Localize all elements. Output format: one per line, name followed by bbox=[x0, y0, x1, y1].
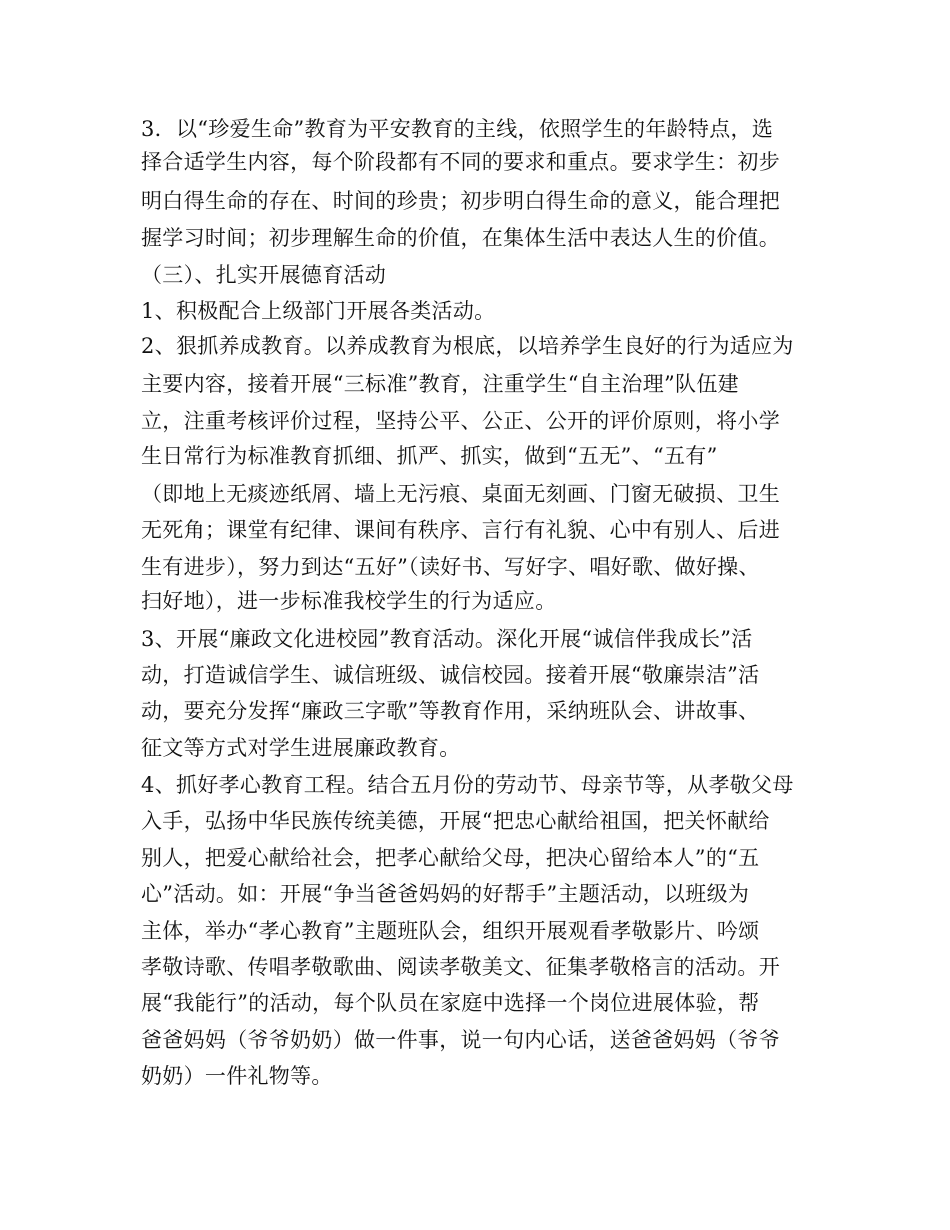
text-line: 明白得生命的存在、时间的珍贵；初步明白得生命的意义，能合理把 bbox=[141, 189, 780, 213]
section-heading: （三）、扎实开展德育活动 bbox=[141, 263, 387, 287]
text-line: 心”活动。如：开展“争当爸爸妈妈的好帮手”主题活动，以班级为 bbox=[141, 882, 750, 906]
text-line: 生日常行为标准教育抓细、抓严、抓实，做到“五无”、“五有” bbox=[141, 444, 718, 468]
text-line: 别人，把爱心献给社会，把孝心献给父母，把决心留给本人”的“五 bbox=[141, 846, 760, 870]
text-line: 2、狠抓养成教育。以养成教育为根底，以培养学生良好的行为适应为 bbox=[141, 334, 794, 358]
text-line: 3．以“珍爱生命”教育为平安教育的主线，依照学生的年龄特点，选 bbox=[141, 117, 774, 141]
text-line: 爸爸妈妈（爷爷奶奶）做一件事，说一句内心话，送爸爸妈妈（爷爷 bbox=[141, 1028, 780, 1052]
text-line: 立，注重考核评价过程，坚持公平、公正、公开的评价原则，将小学 bbox=[141, 409, 780, 433]
text-line: 择合适学生内容，每个阶段都有不同的要求和重点。要求学生：初步 bbox=[141, 150, 780, 174]
text-line: 握学习时间；初步理解生命的价值，在集体生活中表达人生的价值。 bbox=[141, 226, 780, 250]
text-line: 孝敬诗歌、传唱孝敬歌曲、阅读孝敬美文、征集孝敬格言的活动。开 bbox=[141, 955, 780, 979]
text-line: （即地上无痰迹纸屑、墙上无污痕、桌面无刻画、门窗无破损、卫生 bbox=[141, 482, 780, 506]
text-line: 入手，弘扬中华民族传统美德，开展“把忠心献给祖国，把关怀献给 bbox=[141, 809, 770, 833]
text-line: 4、抓好孝心教育工程。结合五月份的劳动节、母亲节等，从孝敬父母 bbox=[141, 773, 794, 797]
text-line: 征文等方式对学生进展廉政教育。 bbox=[141, 736, 461, 760]
text-line: 无死角；课堂有纪律、课间有秩序、言行有礼貌、心中有别人、后进 bbox=[141, 518, 780, 542]
text-line: 1、积极配合上级部门开展各类活动。 bbox=[141, 299, 496, 323]
text-line: 奶奶）一件礼物等。 bbox=[141, 1064, 333, 1088]
text-line: 主要内容，接着开展“三标准”教育，注重学生“自主治理”队伍建 bbox=[141, 372, 739, 396]
text-line: 主体，举办“孝心教育”主题班队会，组织开展观看孝敬影片、吟颂 bbox=[141, 919, 760, 943]
text-line: 展“我能行”的活动，每个队员在家庭中选择一个岗位进展体验，帮 bbox=[141, 991, 760, 1015]
text-line: 生有进步），努力到达“五好”（读好书、写好字、唱好歌、做好操、 bbox=[141, 555, 760, 579]
text-line: 动，打造诚信学生、诚信班级、诚信校园。接着开展“敬廉崇洁”活 bbox=[141, 663, 760, 687]
text-line: 动，要充分发挥“廉政三字歌”等教育作用，采纳班队会、讲故事、 bbox=[141, 699, 760, 723]
text-line: 扫好地），进一步标准我校学生的行为适应。 bbox=[141, 589, 557, 613]
text-line: 3、开展“廉政文化进校园”教育活动。深化开展“诚信伴我成长”活 bbox=[141, 627, 753, 651]
